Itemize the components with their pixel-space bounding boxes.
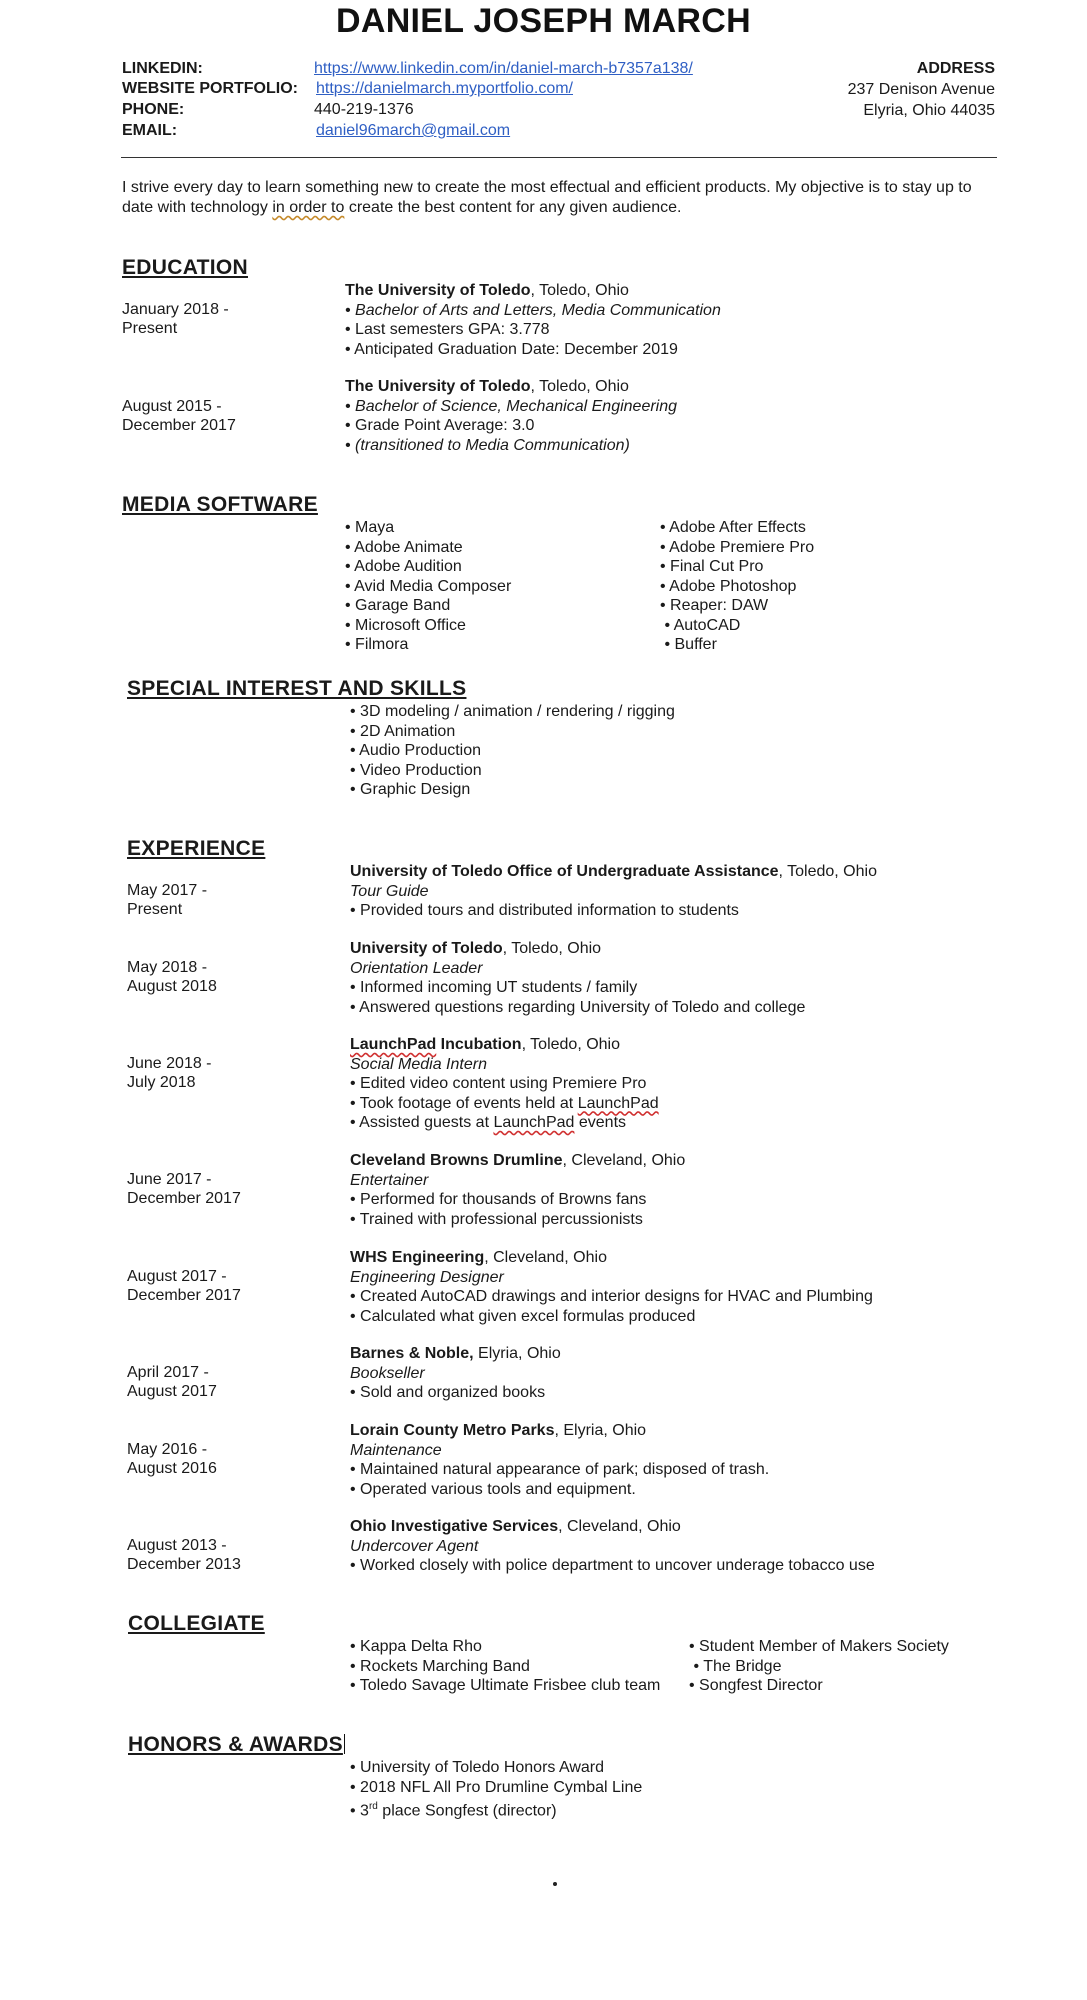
list-item: • AutoCAD [660, 616, 741, 634]
contact-label: LINKEDIN: [122, 60, 203, 77]
date-end: August 2018 [127, 978, 217, 995]
date-start: May 2016 - [127, 1441, 208, 1458]
job-bullet: • Performed for thousands of Browns fans [350, 1191, 647, 1208]
job-entry [350, 1344, 561, 1403]
list-item: • Adobe Photoshop [660, 577, 797, 595]
date-end: Present [122, 320, 178, 337]
header-divider [121, 157, 997, 158]
job-role: Social Media Intern [350, 1055, 487, 1073]
education-entry [345, 377, 677, 455]
phone-number: 440-219-1376 [314, 101, 414, 118]
school-name: The University of Toledo [345, 378, 531, 395]
list-item: • Kappa Delta Rho [350, 1638, 482, 1655]
job-bullet: • Answered questions regarding University of Toledo and college [350, 998, 806, 1016]
degree: • Bachelor of Science, Mechanical Engineering [345, 397, 678, 415]
list-item: • Reaper: DAW [660, 597, 769, 614]
date-start: April 2017 - [127, 1364, 209, 1381]
entry-note: • (transitioned to Media Communication) [345, 436, 630, 454]
job-location: Elyria, Ohio [473, 1345, 561, 1362]
date-start: May 2018 - [127, 959, 208, 976]
list-item: • 2D Animation [350, 722, 456, 740]
list-item: • Adobe Premiere Pro [660, 538, 815, 556]
list-item: • Graphic Design [350, 781, 471, 798]
job-entry [350, 862, 877, 921]
date-start: June 2018 - [127, 1055, 212, 1072]
job-role: Bookseller [350, 1364, 425, 1382]
collegiate-heading: COLLEGIATE [128, 1612, 265, 1635]
list-item: • Video Production [350, 761, 482, 779]
job-bullet: • Provided tours and distributed information to students [350, 902, 739, 919]
date-end: December 2017 [127, 1287, 241, 1304]
job-location: , Elyria, Ohio [554, 1422, 647, 1439]
applicant-name: DANIEL JOSEPH MARCH [335, 2, 751, 40]
job-title-line [350, 1517, 875, 1537]
job-date [127, 958, 217, 996]
entry-detail: • Grade Point Average: 3.0 [345, 417, 535, 434]
date-end: December 2017 [122, 417, 236, 434]
job-bullet: • Operated various tools and equipment. [350, 1480, 636, 1498]
bullet-text: • Took footage of events held at [350, 1094, 578, 1112]
email-link[interactable]: daniel96march@gmail.com [316, 122, 511, 139]
address-heading: ADDRESS [916, 60, 995, 77]
honors-heading-text: HONORS & AWARDS [128, 1733, 343, 1756]
objective-statement [122, 178, 998, 218]
job-role: Orientation Leader [350, 959, 483, 977]
date-start: August 2013 - [127, 1537, 227, 1554]
employer: University of Toledo [350, 940, 503, 957]
list-item: • Audio Production [350, 742, 482, 759]
date-end: December 2013 [127, 1556, 241, 1573]
entry-title [345, 377, 677, 397]
job-title-line [350, 1344, 561, 1364]
job-role: Maintenance [350, 1441, 442, 1459]
award-text: • 3 [350, 1802, 369, 1820]
contact-label: WEBSITE PORTFOLIO: [122, 80, 298, 97]
education-heading: EDUCATION [122, 256, 248, 279]
school-location: , Toledo, Ohio [530, 282, 629, 299]
list-item: • Garage Band [345, 597, 451, 614]
entry-detail: • Last semesters GPA: 3.778 [345, 321, 550, 338]
software-list-right [660, 518, 814, 655]
job-entry [350, 1517, 875, 1576]
job-location: , Toledo, Ohio [778, 863, 877, 880]
job-role: Engineering Designer [350, 1268, 504, 1286]
linkedin-link[interactable]: https://www.linkedin.com/in/daniel-march-b7357a138/ [314, 60, 693, 77]
bullet-text-end: events [574, 1114, 627, 1131]
list-item: • University of Toledo Honors Award [350, 1759, 605, 1776]
date-end: July 2018 [127, 1074, 196, 1091]
objective-text: I strive every day to learn something new to create the most effectual and efficient products. My objective is to stay up to date with technology [122, 179, 972, 216]
job-bullet: • Edited video content using Premiere Pro [350, 1075, 647, 1092]
job-role: Tour Guide [350, 882, 429, 900]
portfolio-link[interactable]: https://danielmarch.myportfolio.com/ [316, 80, 573, 97]
contact-label: PHONE: [122, 101, 185, 118]
date-start: May 2017 - [127, 882, 208, 899]
job-bullet: • Calculated what given excel formulas produced [350, 1307, 696, 1325]
job-location: , Cleveland, Ohio [562, 1152, 686, 1169]
education-date [122, 300, 229, 338]
list-item: • Songfest Director [689, 1677, 823, 1694]
objective-text-end: create the best content for any given audience. [344, 199, 682, 216]
job-title-line [350, 1248, 873, 1268]
date-end: December 2017 [127, 1190, 241, 1207]
job-date [127, 1267, 241, 1305]
list-item: • Adobe Animate [345, 538, 463, 556]
job-date [127, 1440, 217, 1478]
entry-detail: • Anticipated Graduation Date: December 2019 [345, 340, 678, 358]
employer: Barnes & Noble, [350, 1345, 474, 1362]
school-location: , Toledo, Ohio [530, 378, 629, 395]
list-item [350, 1797, 642, 1821]
job-bullet: • Trained with professional percussionists [350, 1210, 643, 1228]
date-end: August 2017 [127, 1383, 217, 1400]
job-title-line [350, 1151, 685, 1171]
date-start: August 2017 - [127, 1268, 227, 1285]
list-item: • Filmora [345, 636, 409, 653]
employer: Cleveland Browns Drumline [350, 1152, 563, 1169]
job-title-line [350, 939, 805, 959]
list-item: • Adobe Audition [345, 558, 462, 575]
education-date [122, 397, 236, 435]
list-item: • Buffer [660, 636, 717, 653]
bullet-text: • Assisted guests at [350, 1114, 494, 1131]
list-item: • Avid Media Composer [345, 577, 512, 595]
job-date [127, 1054, 212, 1092]
list-item: • Adobe After Effects [660, 519, 806, 536]
job-bullet [350, 1113, 659, 1133]
list-item: • The Bridge [689, 1657, 782, 1675]
address-block [848, 58, 995, 121]
list-item: • Toledo Savage Ultimate Frisbee club team [350, 1677, 661, 1694]
contact-label: EMAIL: [122, 122, 178, 139]
job-role: Undercover Agent [350, 1537, 479, 1555]
ordinal-suffix: rd [368, 1801, 378, 1812]
job-entry [350, 1248, 873, 1326]
job-bullet: • Created AutoCAD drawings and interior designs for HVAC and Plumbing [350, 1288, 873, 1305]
text-cursor [344, 1734, 345, 1754]
media-software-heading: MEDIA SOFTWARE [122, 493, 318, 516]
job-bullet: • Informed incoming UT students / family [350, 979, 638, 996]
job-entry [350, 1035, 659, 1133]
education-entry [345, 281, 721, 359]
date-start: August 2015 - [122, 398, 222, 415]
list-item: • Student Member of Makers Society [689, 1638, 949, 1655]
job-location: , Toledo, Ohio [521, 1036, 620, 1053]
date-end: August 2016 [127, 1460, 217, 1477]
job-bullet: • Worked closely with police department to uncover underage tobacco use [350, 1557, 875, 1574]
experience-heading: EXPERIENCE [127, 837, 266, 860]
job-bullet: • Sold and organized books [350, 1384, 546, 1401]
address-line-1: 237 Denison Avenue [847, 81, 995, 98]
date-start: June 2017 - [127, 1171, 212, 1188]
employer: Incubation [436, 1036, 522, 1053]
school-name: The University of Toledo [345, 282, 531, 299]
skills-list [350, 702, 675, 800]
date-start: January 2018 - [122, 301, 229, 318]
job-location: , Toledo, Ohio [502, 940, 602, 957]
job-date [127, 1536, 241, 1574]
grammar-flagged-text: in order to [272, 199, 345, 216]
list-item: • Rockets Marching Band [350, 1657, 530, 1675]
employer: WHS Engineering [350, 1249, 485, 1266]
spelling-flagged-text: LaunchPad [493, 1114, 575, 1131]
list-item: • 3D modeling / animation / rendering / rigging [350, 703, 675, 720]
job-location: , Cleveland, Ohio [484, 1249, 607, 1266]
award-text-end: place Songfest (director) [377, 1802, 557, 1820]
job-title-line [350, 1035, 659, 1055]
page-dot-marker [553, 1882, 557, 1886]
honors-heading [128, 1733, 345, 1757]
job-entry [350, 1151, 685, 1229]
job-title-line [350, 862, 877, 882]
job-entry [350, 1421, 769, 1499]
job-date [127, 881, 207, 919]
employer-flagged: LaunchPad [350, 1036, 437, 1053]
job-bullet [350, 1094, 659, 1114]
job-role: Entertainer [350, 1171, 429, 1189]
employer: Lorain County Metro Parks [350, 1422, 555, 1439]
list-item: • 2018 NFL All Pro Drumline Cymbal Line [350, 1778, 643, 1796]
list-item: • Final Cut Pro [660, 558, 764, 575]
spelling-flagged-text: LaunchPad [577, 1094, 659, 1112]
job-bullet: • Maintained natural appearance of park; disposed of trash. [350, 1461, 770, 1478]
address-line-2: Elyria, Ohio 44035 [863, 102, 995, 119]
employer: University of Toledo Office of Undergraduate Assistance [350, 863, 779, 880]
collegiate-list-left [350, 1637, 660, 1696]
employer: Ohio Investigative Services [350, 1518, 559, 1535]
degree: • Bachelor of Arts and Letters, Media Communication [345, 301, 721, 319]
list-item: • Microsoft Office [345, 616, 466, 634]
job-entry [350, 939, 805, 1017]
honors-list [350, 1758, 642, 1821]
software-list-left [345, 518, 511, 655]
job-title-line [350, 1421, 769, 1441]
job-date [127, 1363, 217, 1401]
collegiate-list-right [689, 1637, 949, 1696]
entry-title [345, 281, 721, 301]
list-item: • Maya [345, 519, 395, 536]
skills-heading: SPECIAL INTEREST AND SKILLS [127, 677, 467, 700]
job-date [127, 1170, 241, 1208]
date-end: Present [127, 901, 183, 918]
job-location: , Cleveland, Ohio [558, 1518, 681, 1535]
